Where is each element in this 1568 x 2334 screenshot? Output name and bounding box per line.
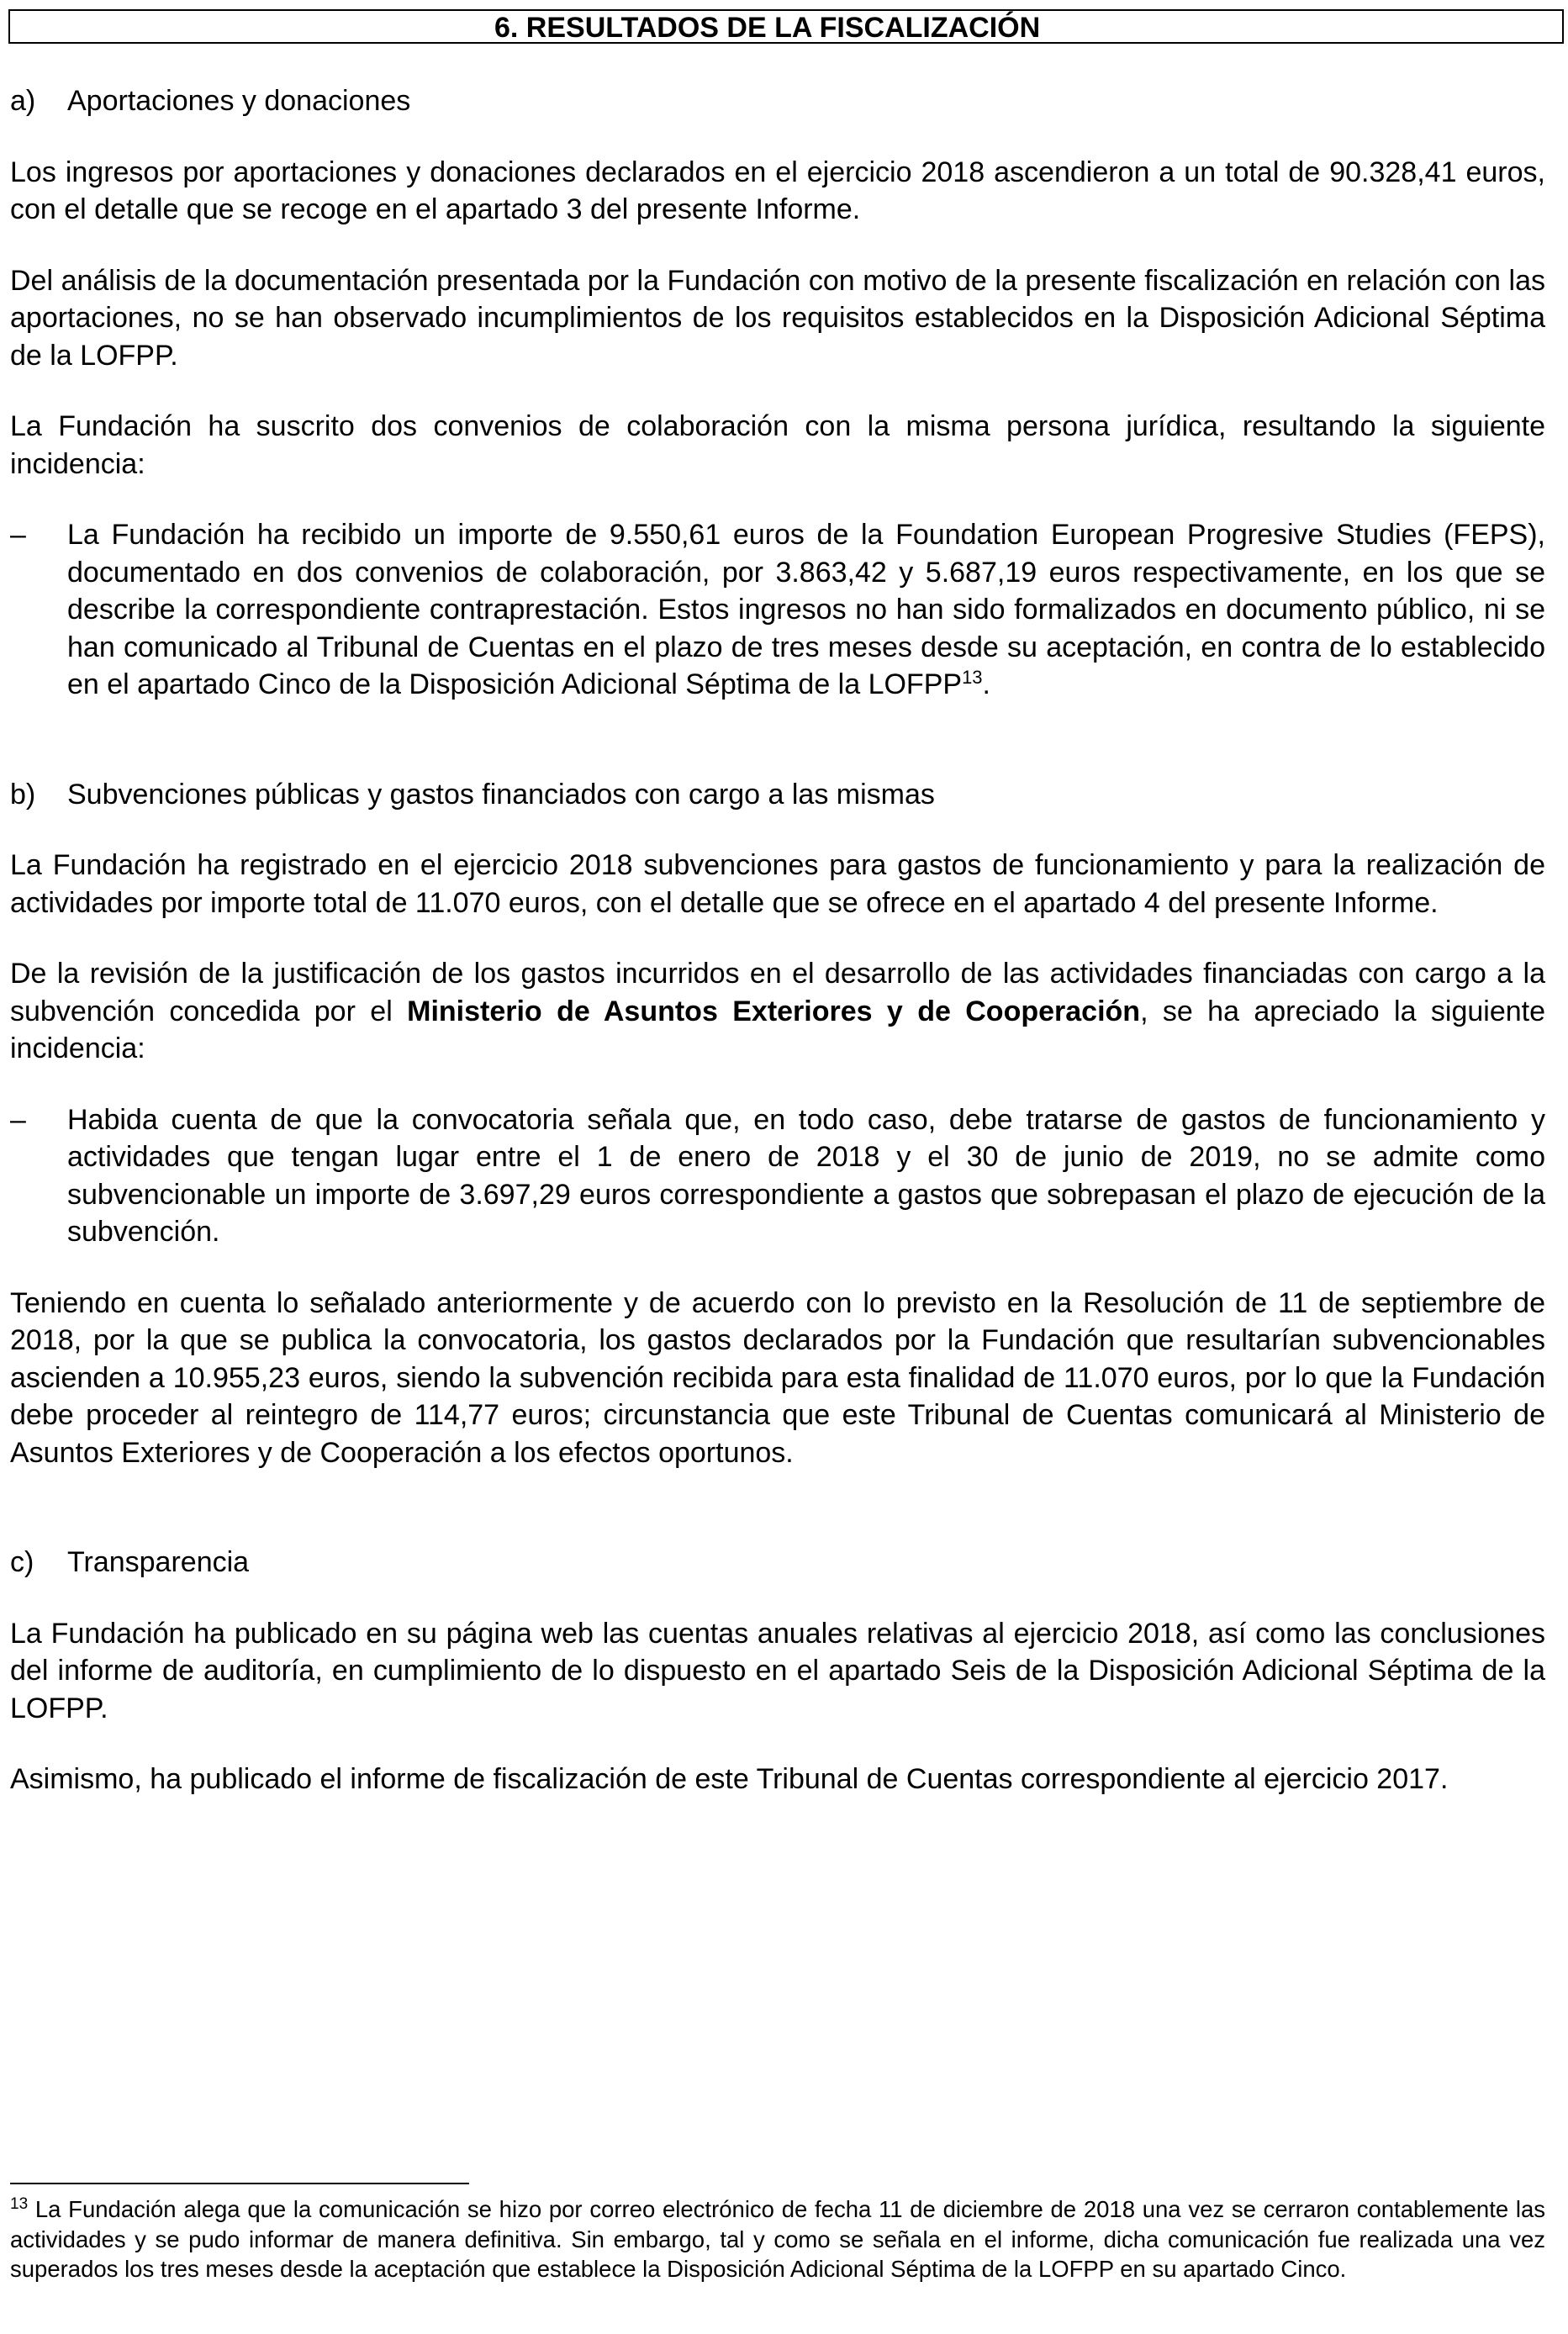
bullet-end-period: . — [982, 668, 990, 700]
section-b-title: Subvenciones públicas y gastos financiados con cargo a las mismas — [67, 778, 935, 811]
section-b-letter: b) — [10, 778, 36, 811]
section-b-bullet — [10, 1101, 1545, 1251]
section-b-bullet-text: Habida cuenta de que la convocatoria señala que, en todo caso, debe tratarse de gastos de funcionamiento y actividades que tengan lugar entre el 1 de enero de 2018 y el 30 de junio de 2019, no se admite como subvencionable un importe de 3.697,29 euros correspondiente a gastos que sobrepasan el plazo de ejecución de la subvención. — [67, 1103, 1545, 1248]
bullet-dash: – — [10, 519, 26, 551]
page-title: 6. RESULTADOS DE LA FISCALIZACIÓN — [494, 12, 1041, 44]
bullet-dash: – — [10, 1103, 26, 1136]
document-body — [10, 82, 1545, 1832]
section-a-paragraph-3: La Fundación ha suscrito dos convenios de colaboración con la misma persona jurídica, resultando la siguiente incidencia: — [10, 410, 1545, 480]
section-b-paragraph-2 — [10, 955, 1545, 1068]
section-a-paragraph-2: Del análisis de la documentación presentada por la Fundación con motivo de la presente fiscalización en relación con las aportaciones, no se han observado incumplimientos de los requisitos establecidos en la Disposición Adicional Séptima de la LOFPP. — [10, 264, 1545, 372]
section-b-paragraph-3: Teniendo en cuenta lo señalado anteriormente y de acuerdo con lo previsto en la Resolución de 11 de septiembre de 2018, por la que se publica la convocatoria, los gastos declarados por la Fundación que resultarían subvencionables ascienden a 10.955,23 euros, siendo la subvención recibida para esta finalidad de 11.070 euros, por lo que la Fundación debe proceder al reintegro de 114,77 euros; circunstancia que este Tribunal de Cuentas comunicará al Ministerio de Asuntos Exteriores y de Cooperación a los efectos oportunos. — [10, 1286, 1545, 1469]
section-a-bullet-text: La Fundación ha recibido un importe de 9.550,61 euros de la Foundation European Progresive Studies (FEPS), documentado en dos convenios de colaboración, por 3.863,42 y 5.687,19 euros respectivamente, en los que se describe la correspondiente contraprestación. Estos ingresos no han sido formalizados en documento público, ni se han comunicado al Tribunal de Cuentas en el plazo de tres meses desde su aceptación, en contra de lo establecido en el apartado Cinco de la Disposición Adicional Séptima de la LOFPP — [67, 519, 1545, 700]
footnote-reference[interactable]: 13 — [962, 667, 983, 688]
section-a-bullet — [10, 516, 1545, 704]
ministry-name: Ministerio de Asuntos Exteriores y de Cooperación — [407, 995, 1141, 1027]
section-b-paragraph-1: La Fundación ha registrado en el ejercicio 2018 subvenciones para gastos de funcionamiento y para la realización de actividades por importe total de 11.070 euros, con el detalle que se ofrece en el apartado 4 del presente Informe. — [10, 849, 1545, 919]
section-a-paragraph-1: Los ingresos por aportaciones y donaciones declarados en el ejercicio 2018 ascendieron a un total de 90.328,41 euros, con el detalle que se recoge en el apartado 3 del presente Informe. — [10, 156, 1545, 225]
footnote-text: La Fundación alega que la comunicación se hizo por correo electrónico de fecha 11 de diciembre de 2018 una vez se cerraron contablemente las actividades y se pudo informar de manera definitiva. Sin embargo, tal y como se señala en el informe, dicha comunicación fue realizada una vez superados los tres meses desde la aceptación que establece la Disposición Adicional Séptima de la LOFPP en su apartado Cinco. — [10, 2196, 1545, 2282]
section-c-paragraph-1: La Fundación ha publicado en su página web las cuentas anuales relativas al ejercicio 2018, así como las conclusiones del informe de auditoría, en cumplimiento de lo dispuesto en el apartado Seis de la Disposición Adicional Séptima de la LOFPP. — [10, 1617, 1545, 1724]
section-b-paragraph-2-pre: De la revisión de la justificación de los gastos incurridos en el desarrollo de las actividades financiadas con cargo a la subvención concedida por el — [10, 958, 1545, 1027]
footnote-number: 13 — [10, 2195, 29, 2213]
section-a-letter: a) — [10, 85, 36, 117]
footnote-divider — [10, 2183, 469, 2184]
section-c-letter: c) — [10, 1546, 34, 1578]
section-b-heading — [10, 776, 1545, 814]
footnote — [10, 2194, 1545, 2284]
section-c-paragraph-2: Asimismo, ha publicado el informe de fiscalización de este Tribunal de Cuentas correspondiente al ejercicio 2017. — [10, 1763, 1449, 1795]
section-a-heading — [10, 82, 1545, 120]
section-header-box — [8, 9, 1564, 44]
section-c-title: Transparencia — [67, 1546, 250, 1578]
section-a-title: Aportaciones y donaciones — [67, 85, 411, 117]
section-c-heading — [10, 1544, 1545, 1582]
section-b-paragraph-2-post: , se ha apreciado la siguiente incidencia: — [10, 995, 1545, 1064]
